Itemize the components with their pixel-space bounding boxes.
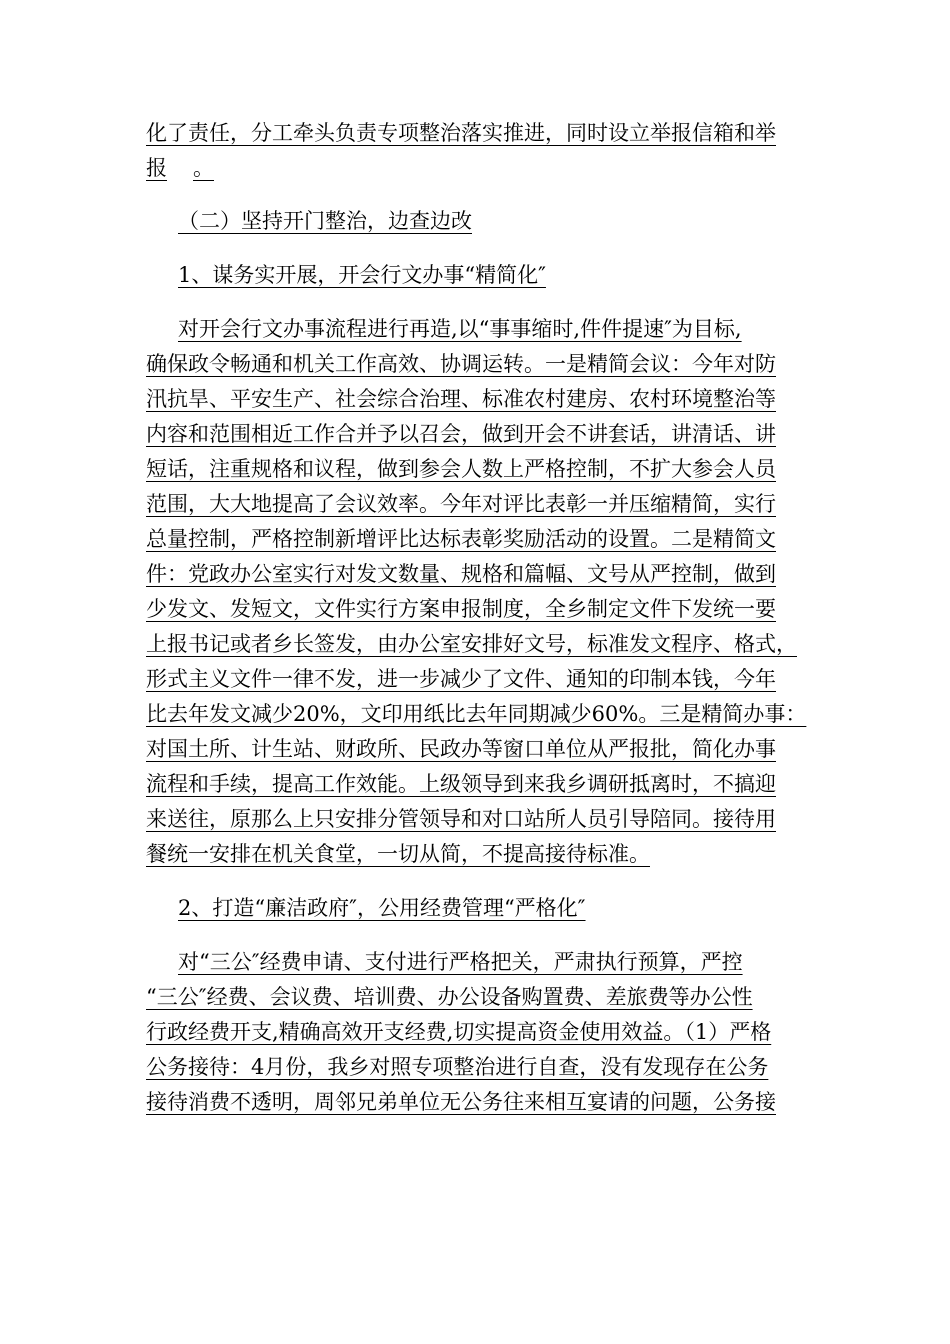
paragraph-line: 少发文、发短文，文件实行方案申报制度，全乡制定文件下发统一要 [146,597,776,621]
paragraph-line: 内容和范围相近工作合并予以召会，做到开会不讲套话，讲清话、讲 [146,422,776,446]
paragraph-line: 总量控制，严格控制新增评比达标表彰奖励活动的设置。二是精简文 [146,527,776,551]
line-text: 报 [146,156,167,180]
paragraph-line: 餐统一安排在机关食堂，一切从简，不提高接待标准。 [146,842,650,866]
section-heading: （二）坚持开门整治，边查边改 [178,209,472,233]
subsection-heading: 1、谋务实开展，开会行文办事“精简化″ [178,263,546,287]
paragraph-line: 行政经费开支,精确高效开支经费,切实提高资金使用效益。（1）严格 [146,1020,772,1044]
paragraph-line: 公务接待：4月份，我乡对照专项整治进行自查，没有发现存在公务 [146,1055,769,1079]
paragraph-line: 形式主义文件一律不发，进一步减少了文件、通知的印制本钱，今年 [146,667,776,691]
paragraph-line: 对开会行文办事流程进行再造,以“事事缩时,件件提速″为目标, [178,317,742,341]
line-text: 。 [193,156,214,180]
paragraph-line: 件：党政办公室实行对发文数量、规格和篇幅、文号从严控制，做到 [146,562,776,586]
paragraph-line: 来送往，原那么上只安排分管领导和对口站所人员引导陪同。接待用 [146,807,776,831]
paragraph-line: 汛抗旱、平安生产、社会综合治理、标准农村建房、农村环境整治等 [146,387,776,411]
paragraph-line: 对国土所、计生站、财政所、民政办等窗口单位从严报批，简化办事 [146,737,776,761]
subsection-heading: 2、打造“廉洁政府″，公用经费管理“严格化″ [178,896,586,920]
paragraph-line: 比去年发文减少20%，文印用纸比去年同期减少60%。三是精简办事： [146,702,807,726]
paragraph-line: 上报书记或者乡长签发，由办公室安排好文号，标准发文程序、格式， [146,632,797,656]
paragraph-line: “三公″经费、会议费、培训费、办公设备购置费、差旅费等办公性 [146,985,753,1009]
paragraph-line: 范围，大大地提高了会议效率。今年对评比表彰一并压缩精简，实行 [146,492,776,516]
paragraph-line: 化了责任，分工牵头负责专项整治落实推进，同时设立举报信箱和举 [146,121,776,145]
paragraph-line: 确保政令畅通和机关工作高效、协调运转。一是精简会议：今年对防 [146,352,776,376]
paragraph-line: 对“三公″经费申请、支付进行严格把关，严肃执行预算，严控 [178,950,743,974]
paragraph-line [146,153,214,183]
paragraph-line: 流程和手续，提高工作效能。上级领导到来我乡调研抵离时，不搞迎 [146,772,776,796]
paragraph-line: 接待消费不透明，周邻兄弟单位无公务往来相互宴请的问题，公务接 [146,1090,776,1114]
paragraph-line: 短话，注重规格和议程，做到参会人数上严格控制，不扩大参会人员 [146,457,776,481]
